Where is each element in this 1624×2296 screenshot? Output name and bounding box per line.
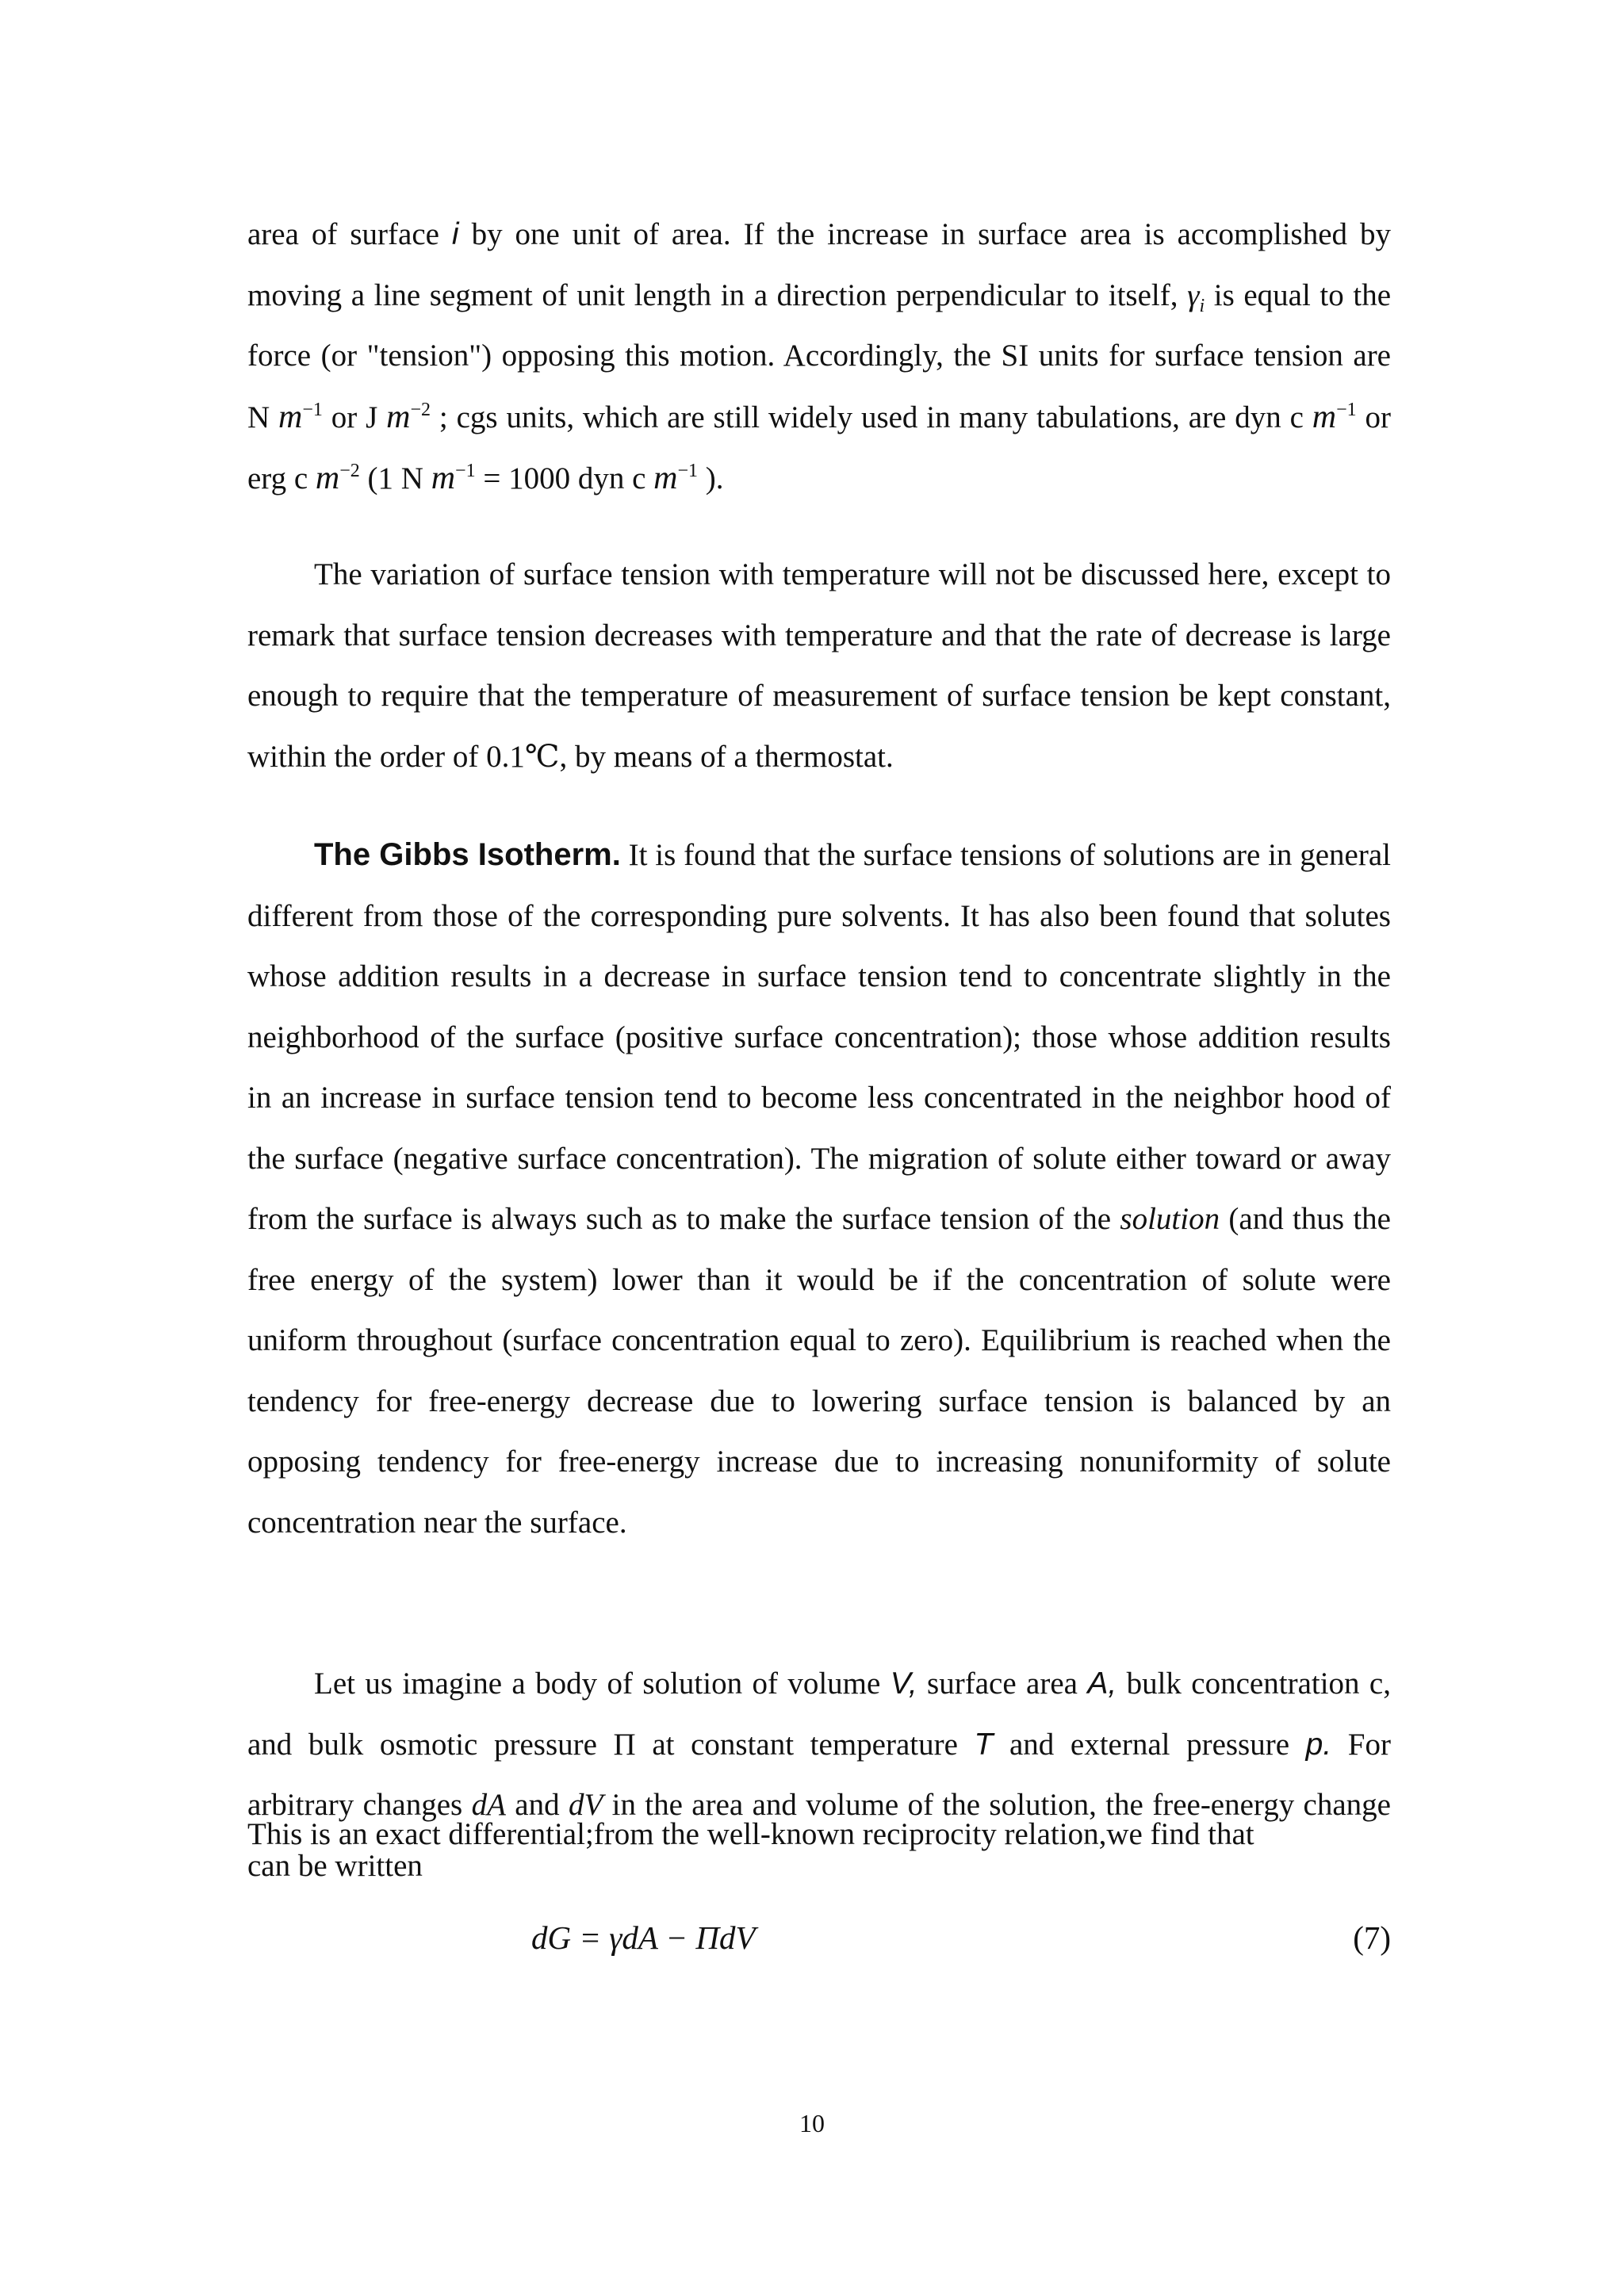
symbol-dV: dV <box>568 1788 603 1822</box>
unit-m: m <box>1312 398 1337 435</box>
text-run: For arbitrary changes <box>247 1727 1391 1822</box>
unit-m: m <box>278 398 303 435</box>
text-run: by one unit of area. If the increase in surface area is accomplished by moving a line segment of unit length in a direction perpendicular to itself, <box>247 217 1391 312</box>
text-run: It is found that the surface tensions of solutions are in general different from those of the corresponding pure solvents. It has also been found that solutes whose addition results in a decrease in surface tension tend to concentrate slightly in the neighborhood of the surface (positive surface concentration); those whose addition results in an increase in surface tension tend to become less concentrated in the neighbor hood of the surface (negative surface concentration). The migration of solute either toward or away from the surface is always such as to make the surface tension of the <box>247 838 1391 1236</box>
unit-m: m <box>431 460 456 496</box>
text-run: ). <box>698 461 724 496</box>
exponent: −1 <box>302 399 323 420</box>
text-run: and <box>505 1788 569 1822</box>
text-run: or J <box>322 400 387 434</box>
text-run: (1 N <box>359 461 431 496</box>
symbol-gamma-i <box>1187 277 1205 316</box>
section-heading: The Gibbs Isotherm. <box>314 837 621 872</box>
symbol-dA: dA <box>471 1788 506 1822</box>
exponent: −1 <box>455 461 476 481</box>
paragraph-temperature: The variation of surface tension with temperature will not be discussed here, except to remark that surface tension decreases with temperature and that the rate of decrease is large enough to require that the temperature of measurement of surface tension be kept constant, within the order of 0.1℃, by means of a thermostat. <box>247 557 1391 774</box>
text-run: surface area <box>917 1667 1088 1701</box>
paragraph-exact-differential: This is an exact differential;from the well-known reciprocity relation,we find that <box>247 1817 1254 1851</box>
equation-number: (7) <box>1353 1919 1391 1956</box>
paragraph-surface-units <box>247 205 1391 510</box>
text-run: and external pressure <box>993 1727 1306 1762</box>
paragraph-gibbs-isotherm <box>247 825 1391 1553</box>
page-number: 10 <box>799 2109 825 2137</box>
unit-m: m <box>386 398 411 435</box>
unit-m: m <box>653 460 678 496</box>
exponent: −2 <box>410 399 431 420</box>
text-run: bulk concentration c, and bulk osmotic pressure <box>247 1667 1391 1762</box>
text-run: at constant temperature <box>635 1727 975 1762</box>
text-run: ; cgs units, which are still widely used in many tabulations, are dyn c <box>431 400 1312 434</box>
symbol-p: p. <box>1305 1727 1332 1762</box>
emphasis-solution: solution <box>1120 1202 1220 1236</box>
text-run: is equal to the force (or "tension") opposing this motion. Accordingly, the SI units for surface tension are N <box>247 277 1392 434</box>
text-run: or erg c <box>247 400 1391 496</box>
exponent: −1 <box>677 461 699 481</box>
text-run: Let us imagine a body of solution of volume <box>314 1667 891 1701</box>
symbol-Pi: Π <box>613 1727 636 1762</box>
symbol-A: A, <box>1087 1667 1117 1701</box>
subscript-i: i <box>1199 295 1205 316</box>
text-run: = 1000 dyn c <box>475 461 654 496</box>
unit-m: m <box>315 460 340 496</box>
symbol-T: T <box>974 1727 994 1762</box>
text-run: (and thus the free energy of the system) lower than it would be if the concentration of solute were uniform throughout (surface concentration equal to zero). Equilibrium is reached when the tendency for free-energy decrease due to lowering surface tension is balanced by an opposing tendency for free-energy increase due to increasing nonuniformity of solute concentration near the surface. <box>247 1202 1391 1540</box>
symbol-i: i <box>451 217 459 251</box>
equation-7: dG = γdA − ΠdV <box>531 1919 756 1956</box>
exponent: −2 <box>339 461 360 481</box>
symbol-V: V, <box>890 1667 917 1701</box>
text-run: in the area and volume of the solution, the free-energy change can be written <box>247 1788 1391 1883</box>
exponent: −1 <box>1336 399 1357 420</box>
symbol-gamma: γ <box>1187 277 1200 312</box>
text-run: area of surface <box>247 217 452 251</box>
